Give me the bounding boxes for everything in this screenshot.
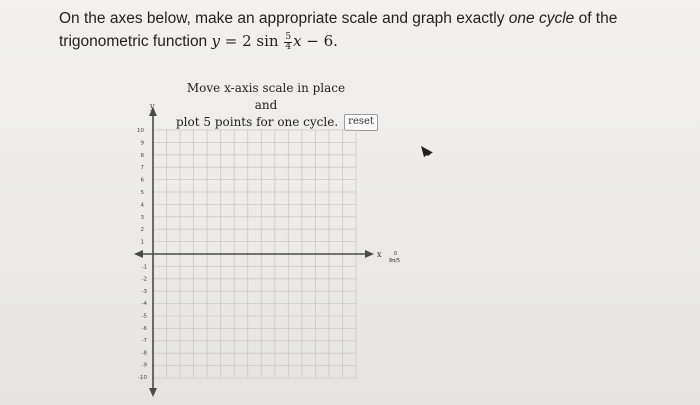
- question-line2-start: trigonometric function: [59, 33, 212, 50]
- y-tick-label: 10: [137, 128, 144, 134]
- function-eq: = 2 sin: [219, 32, 284, 50]
- question-mid: of the: [574, 10, 618, 27]
- y-tick-label: -10: [138, 375, 147, 381]
- y-tick-label: -3: [141, 288, 147, 295]
- fraction-numerator: 5: [285, 31, 292, 42]
- y-tick-label: -6: [141, 325, 147, 332]
- y-tick-label: 8: [140, 152, 144, 159]
- instructions-line-2: plot 5 points for one cycle.: [176, 115, 339, 129]
- y-tick-label: 6: [140, 177, 144, 184]
- y-tick-label: 3: [140, 214, 144, 221]
- y-axis-label: y: [150, 102, 155, 111]
- y-tick-label: -1: [141, 264, 147, 271]
- y-tick-label: -8: [141, 350, 147, 357]
- x-axis-label: x: [377, 250, 382, 259]
- question-intro: On the axes below, make an appropriate scale and graph exactly: [59, 10, 509, 27]
- y-tick-label: -5: [141, 313, 147, 320]
- x-scale-value[interactable]: 0: [394, 251, 398, 257]
- mouse-pointer-icon: [421, 146, 433, 157]
- function-lhs: y: [211, 32, 220, 50]
- function-tail: − 6.: [301, 32, 338, 50]
- y-tick-label: -4: [141, 301, 147, 308]
- fraction-denominator: 4: [285, 41, 292, 52]
- x-scale-handle[interactable]: [389, 251, 400, 264]
- y-axis-arrow-down: [149, 388, 157, 397]
- y-tick-label: 7: [140, 165, 144, 172]
- y-tick-label: 5: [140, 190, 144, 196]
- y-tick-label: 2: [140, 227, 144, 234]
- y-tick-label: -7: [141, 338, 147, 345]
- reset-button[interactable]: reset: [344, 114, 378, 131]
- question-emphasis: one cycle: [508, 10, 575, 27]
- x-axis-arrow-left: [134, 250, 143, 258]
- x-scale-unit[interactable]: 8π/5: [389, 258, 401, 264]
- instructions-line-1: Move x-axis scale in place and: [186, 81, 346, 112]
- y-tick-label: 1: [140, 239, 144, 246]
- y-tick-label: -9: [141, 362, 147, 369]
- y-tick-label: 9: [140, 140, 144, 147]
- function-var: x: [293, 32, 302, 50]
- y-tick-label: 4: [140, 202, 144, 209]
- y-tick-label: -2: [141, 276, 147, 283]
- x-axis-arrow-right: [365, 250, 374, 258]
- axes: [134, 102, 382, 397]
